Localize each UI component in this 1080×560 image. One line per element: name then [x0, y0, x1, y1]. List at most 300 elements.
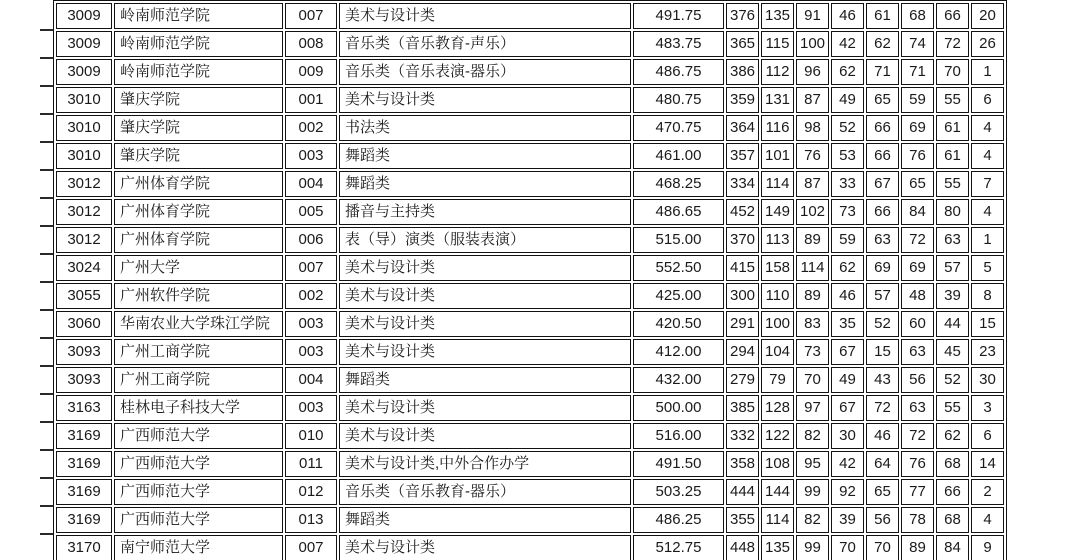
stat-7: 52 — [936, 367, 969, 393]
school-name: 岭南师范学院 — [114, 3, 283, 29]
table-edge-stub-line — [40, 533, 54, 535]
school-code: 3010 — [56, 87, 112, 113]
school-name: 广州体育学院 — [114, 199, 283, 225]
school-code: 3169 — [56, 451, 112, 477]
stat-6: 63 — [901, 339, 934, 365]
stat-3: 96 — [796, 59, 829, 85]
stat-8: 4 — [971, 199, 1004, 225]
stat-3: 82 — [796, 423, 829, 449]
school-name: 广州工商学院 — [114, 339, 283, 365]
score: 420.50 — [633, 311, 724, 337]
stat-2: 113 — [761, 227, 794, 253]
table-edge-stub-line — [40, 85, 54, 87]
stat-8: 1 — [971, 59, 1004, 85]
stat-8: 2 — [971, 479, 1004, 505]
stat-2: 128 — [761, 395, 794, 421]
table-edge-stub-line — [40, 393, 54, 395]
stat-2: 115 — [761, 31, 794, 57]
stat-1: 370 — [726, 227, 759, 253]
major-category: 舞蹈类 — [339, 171, 631, 197]
stat-6: 63 — [901, 395, 934, 421]
stat-2: 114 — [761, 507, 794, 533]
stat-3: 95 — [796, 451, 829, 477]
stat-7: 55 — [936, 171, 969, 197]
table-body — [56, 3, 1004, 560]
score: 512.75 — [633, 535, 724, 560]
stat-5: 65 — [866, 87, 899, 113]
major-code: 011 — [285, 451, 337, 477]
stat-7: 45 — [936, 339, 969, 365]
stat-8: 30 — [971, 367, 1004, 393]
stat-5: 15 — [866, 339, 899, 365]
stat-6: 56 — [901, 367, 934, 393]
major-code: 007 — [285, 535, 337, 560]
major-code: 005 — [285, 199, 337, 225]
stat-3: 102 — [796, 199, 829, 225]
table-row — [56, 311, 1004, 337]
stat-5: 67 — [866, 171, 899, 197]
school-name: 肇庆学院 — [114, 115, 283, 141]
score: 516.00 — [633, 423, 724, 449]
stat-7: 39 — [936, 283, 969, 309]
stat-2: 135 — [761, 535, 794, 560]
stat-6: 76 — [901, 143, 934, 169]
table-row — [56, 451, 1004, 477]
stat-2: 116 — [761, 115, 794, 141]
stat-3: 114 — [796, 255, 829, 281]
table-edge-stub-line — [40, 253, 54, 255]
major-code: 007 — [285, 255, 337, 281]
stat-4: 49 — [831, 367, 864, 393]
school-code: 3169 — [56, 479, 112, 505]
stat-6: 69 — [901, 255, 934, 281]
stat-2: 144 — [761, 479, 794, 505]
major-code: 003 — [285, 339, 337, 365]
school-code: 3010 — [56, 115, 112, 141]
score: 470.75 — [633, 115, 724, 141]
major-category: 舞蹈类 — [339, 507, 631, 533]
table-edge-stub-line — [40, 477, 54, 479]
stat-1: 300 — [726, 283, 759, 309]
stat-3: 99 — [796, 535, 829, 560]
stat-8: 5 — [971, 255, 1004, 281]
stat-6: 60 — [901, 311, 934, 337]
stat-1: 359 — [726, 87, 759, 113]
stat-6: 72 — [901, 423, 934, 449]
stat-4: 39 — [831, 507, 864, 533]
table-edge-stub-line — [40, 169, 54, 171]
stat-7: 80 — [936, 199, 969, 225]
stat-6: 65 — [901, 171, 934, 197]
major-category: 美术与设计类 — [339, 535, 631, 560]
school-name: 南宁师范大学 — [114, 535, 283, 560]
score: 461.00 — [633, 143, 724, 169]
stat-3: 97 — [796, 395, 829, 421]
stat-8: 9 — [971, 535, 1004, 560]
stat-2: 135 — [761, 3, 794, 29]
table-row — [56, 227, 1004, 253]
stat-2: 122 — [761, 423, 794, 449]
table-row — [56, 339, 1004, 365]
stat-6: 68 — [901, 3, 934, 29]
stat-4: 42 — [831, 31, 864, 57]
stat-8: 1 — [971, 227, 1004, 253]
stat-1: 355 — [726, 507, 759, 533]
stat-4: 46 — [831, 283, 864, 309]
stat-3: 89 — [796, 227, 829, 253]
stat-4: 52 — [831, 115, 864, 141]
school-name: 华南农业大学珠江学院 — [114, 311, 283, 337]
stat-3: 76 — [796, 143, 829, 169]
table-row — [56, 115, 1004, 141]
stat-1: 294 — [726, 339, 759, 365]
stat-7: 72 — [936, 31, 969, 57]
table-row — [56, 143, 1004, 169]
stat-5: 52 — [866, 311, 899, 337]
stat-5: 69 — [866, 255, 899, 281]
stat-7: 62 — [936, 423, 969, 449]
major-category: 美术与设计类 — [339, 339, 631, 365]
stat-4: 33 — [831, 171, 864, 197]
stat-8: 6 — [971, 423, 1004, 449]
table-row — [56, 171, 1004, 197]
score: 491.75 — [633, 3, 724, 29]
school-name: 岭南师范学院 — [114, 59, 283, 85]
major-code: 004 — [285, 171, 337, 197]
stat-2: 114 — [761, 171, 794, 197]
major-category: 美术与设计类 — [339, 3, 631, 29]
major-category: 美术与设计类 — [339, 311, 631, 337]
stat-7: 68 — [936, 451, 969, 477]
table-row — [56, 479, 1004, 505]
table-edge-stub-line — [40, 197, 54, 199]
school-code: 3012 — [56, 227, 112, 253]
school-code: 3012 — [56, 171, 112, 197]
stat-8: 26 — [971, 31, 1004, 57]
score: 503.25 — [633, 479, 724, 505]
score: 480.75 — [633, 87, 724, 113]
stat-8: 8 — [971, 283, 1004, 309]
stat-8: 14 — [971, 451, 1004, 477]
stat-2: 108 — [761, 451, 794, 477]
school-code: 3169 — [56, 423, 112, 449]
stat-6: 84 — [901, 199, 934, 225]
table-row — [56, 367, 1004, 393]
stat-6: 48 — [901, 283, 934, 309]
stat-6: 89 — [901, 535, 934, 560]
stat-5: 43 — [866, 367, 899, 393]
stat-5: 64 — [866, 451, 899, 477]
stat-2: 79 — [761, 367, 794, 393]
stat-4: 73 — [831, 199, 864, 225]
stat-4: 62 — [831, 255, 864, 281]
table-edge-stub-line — [40, 449, 54, 451]
stat-5: 56 — [866, 507, 899, 533]
stat-1: 291 — [726, 311, 759, 337]
table-row — [56, 3, 1004, 29]
school-code: 3009 — [56, 3, 112, 29]
stat-5: 72 — [866, 395, 899, 421]
stat-3: 83 — [796, 311, 829, 337]
stat-1: 376 — [726, 3, 759, 29]
major-code: 003 — [285, 395, 337, 421]
table-row — [56, 423, 1004, 449]
major-code: 006 — [285, 227, 337, 253]
stat-4: 46 — [831, 3, 864, 29]
major-category: 美术与设计类 — [339, 87, 631, 113]
school-name: 岭南师范学院 — [114, 31, 283, 57]
table-row — [56, 395, 1004, 421]
stat-2: 110 — [761, 283, 794, 309]
major-code: 002 — [285, 115, 337, 141]
major-category: 美术与设计类,中外合作办学 — [339, 451, 631, 477]
school-name: 肇庆学院 — [114, 87, 283, 113]
major-category: 表（导）演类（服装表演） — [339, 227, 631, 253]
admission-score-table — [53, 0, 1007, 560]
score: 483.75 — [633, 31, 724, 57]
stat-5: 62 — [866, 31, 899, 57]
stat-4: 30 — [831, 423, 864, 449]
stat-4: 70 — [831, 535, 864, 560]
major-code: 013 — [285, 507, 337, 533]
school-code: 3012 — [56, 199, 112, 225]
table-edge-stub-line — [40, 113, 54, 115]
stat-5: 57 — [866, 283, 899, 309]
school-name: 广西师范大学 — [114, 423, 283, 449]
stat-8: 6 — [971, 87, 1004, 113]
stat-5: 71 — [866, 59, 899, 85]
stat-3: 82 — [796, 507, 829, 533]
school-code: 3055 — [56, 283, 112, 309]
stat-5: 66 — [866, 115, 899, 141]
stat-5: 70 — [866, 535, 899, 560]
school-name: 桂林电子科技大学 — [114, 395, 283, 421]
school-code: 3163 — [56, 395, 112, 421]
stat-6: 69 — [901, 115, 934, 141]
stat-8: 4 — [971, 115, 1004, 141]
stat-1: 332 — [726, 423, 759, 449]
stat-7: 61 — [936, 143, 969, 169]
major-category: 美术与设计类 — [339, 283, 631, 309]
stat-1: 279 — [726, 367, 759, 393]
stat-7: 84 — [936, 535, 969, 560]
table-edge-stub-line — [40, 281, 54, 283]
table-row — [56, 283, 1004, 309]
stat-8: 20 — [971, 3, 1004, 29]
school-name: 广西师范大学 — [114, 451, 283, 477]
stat-4: 59 — [831, 227, 864, 253]
stat-3: 89 — [796, 283, 829, 309]
school-name: 广州体育学院 — [114, 227, 283, 253]
stat-1: 386 — [726, 59, 759, 85]
school-name: 肇庆学院 — [114, 143, 283, 169]
stat-6: 77 — [901, 479, 934, 505]
score: 425.00 — [633, 283, 724, 309]
score: 552.50 — [633, 255, 724, 281]
stat-4: 92 — [831, 479, 864, 505]
major-code: 010 — [285, 423, 337, 449]
stat-5: 63 — [866, 227, 899, 253]
school-name: 广西师范大学 — [114, 479, 283, 505]
major-code: 012 — [285, 479, 337, 505]
school-name: 广州体育学院 — [114, 171, 283, 197]
stat-4: 49 — [831, 87, 864, 113]
stat-3: 70 — [796, 367, 829, 393]
major-code: 002 — [285, 283, 337, 309]
school-name: 广州大学 — [114, 255, 283, 281]
stat-2: 100 — [761, 311, 794, 337]
school-code: 3093 — [56, 367, 112, 393]
major-category: 美术与设计类 — [339, 423, 631, 449]
table-edge-stub-line — [40, 421, 54, 423]
stat-8: 23 — [971, 339, 1004, 365]
school-code: 3170 — [56, 535, 112, 560]
table-row — [56, 507, 1004, 533]
score: 500.00 — [633, 395, 724, 421]
stat-4: 53 — [831, 143, 864, 169]
stat-1: 385 — [726, 395, 759, 421]
stat-7: 57 — [936, 255, 969, 281]
table-row — [56, 31, 1004, 57]
stat-2: 112 — [761, 59, 794, 85]
stat-6: 74 — [901, 31, 934, 57]
score: 412.00 — [633, 339, 724, 365]
stat-1: 334 — [726, 171, 759, 197]
stat-1: 452 — [726, 199, 759, 225]
score: 515.00 — [633, 227, 724, 253]
table-edge-stub-line — [40, 57, 54, 59]
school-code: 3010 — [56, 143, 112, 169]
major-code: 003 — [285, 143, 337, 169]
stat-4: 67 — [831, 395, 864, 421]
table-edge-stub-line — [40, 225, 54, 227]
stat-7: 55 — [936, 395, 969, 421]
major-category: 音乐类（音乐教育-器乐） — [339, 479, 631, 505]
stat-7: 63 — [936, 227, 969, 253]
stat-8: 4 — [971, 143, 1004, 169]
stat-3: 99 — [796, 479, 829, 505]
stat-4: 62 — [831, 59, 864, 85]
stat-7: 55 — [936, 87, 969, 113]
score: 432.00 — [633, 367, 724, 393]
stat-7: 44 — [936, 311, 969, 337]
major-category: 美术与设计类 — [339, 255, 631, 281]
table-edge-stub-line — [40, 365, 54, 367]
score: 491.50 — [633, 451, 724, 477]
table-edge-stub-line — [40, 309, 54, 311]
stat-1: 364 — [726, 115, 759, 141]
school-code: 3060 — [56, 311, 112, 337]
table-row — [56, 199, 1004, 225]
stat-8: 15 — [971, 311, 1004, 337]
stat-1: 357 — [726, 143, 759, 169]
table-edge-stub-line — [40, 505, 54, 507]
stat-3: 98 — [796, 115, 829, 141]
stat-5: 66 — [866, 143, 899, 169]
major-category: 舞蹈类 — [339, 143, 631, 169]
stat-2: 131 — [761, 87, 794, 113]
stat-1: 444 — [726, 479, 759, 505]
stat-1: 415 — [726, 255, 759, 281]
stat-4: 67 — [831, 339, 864, 365]
stat-2: 104 — [761, 339, 794, 365]
stat-8: 3 — [971, 395, 1004, 421]
score: 468.25 — [633, 171, 724, 197]
stat-8: 7 — [971, 171, 1004, 197]
stat-6: 76 — [901, 451, 934, 477]
stat-6: 59 — [901, 87, 934, 113]
major-category: 播音与主持类 — [339, 199, 631, 225]
stat-2: 101 — [761, 143, 794, 169]
table-row — [56, 535, 1004, 560]
major-category: 音乐类（音乐教育-声乐） — [339, 31, 631, 57]
school-name: 广西师范大学 — [114, 507, 283, 533]
stat-5: 46 — [866, 423, 899, 449]
stat-1: 448 — [726, 535, 759, 560]
stat-3: 73 — [796, 339, 829, 365]
stat-3: 87 — [796, 171, 829, 197]
school-code: 3009 — [56, 59, 112, 85]
stat-7: 66 — [936, 3, 969, 29]
major-category: 美术与设计类 — [339, 395, 631, 421]
stat-1: 358 — [726, 451, 759, 477]
major-code: 003 — [285, 311, 337, 337]
stat-4: 35 — [831, 311, 864, 337]
stat-6: 78 — [901, 507, 934, 533]
stat-3: 87 — [796, 87, 829, 113]
school-name: 广州工商学院 — [114, 367, 283, 393]
school-code: 3093 — [56, 339, 112, 365]
table-row — [56, 255, 1004, 281]
stat-5: 65 — [866, 479, 899, 505]
stat-6: 72 — [901, 227, 934, 253]
stat-2: 158 — [761, 255, 794, 281]
major-code: 008 — [285, 31, 337, 57]
stat-7: 66 — [936, 479, 969, 505]
school-code: 3024 — [56, 255, 112, 281]
school-code: 3009 — [56, 31, 112, 57]
table-edge-stub-line — [40, 337, 54, 339]
score: 486.65 — [633, 199, 724, 225]
major-code: 004 — [285, 367, 337, 393]
major-code: 001 — [285, 87, 337, 113]
major-category: 舞蹈类 — [339, 367, 631, 393]
stat-7: 68 — [936, 507, 969, 533]
major-category: 音乐类（音乐表演-器乐） — [339, 59, 631, 85]
major-code: 009 — [285, 59, 337, 85]
score: 486.25 — [633, 507, 724, 533]
stat-2: 149 — [761, 199, 794, 225]
table-row — [56, 87, 1004, 113]
stat-3: 100 — [796, 31, 829, 57]
stat-7: 61 — [936, 115, 969, 141]
score: 486.75 — [633, 59, 724, 85]
stat-7: 70 — [936, 59, 969, 85]
table-edge-stub-line — [40, 141, 54, 143]
stat-6: 71 — [901, 59, 934, 85]
major-code: 007 — [285, 3, 337, 29]
major-category: 书法类 — [339, 115, 631, 141]
table-edge-stub-line — [40, 29, 54, 31]
stat-8: 4 — [971, 507, 1004, 533]
school-code: 3169 — [56, 507, 112, 533]
stat-5: 66 — [866, 199, 899, 225]
stat-1: 365 — [726, 31, 759, 57]
stat-3: 91 — [796, 3, 829, 29]
stat-4: 42 — [831, 451, 864, 477]
stat-5: 61 — [866, 3, 899, 29]
table-row — [56, 59, 1004, 85]
